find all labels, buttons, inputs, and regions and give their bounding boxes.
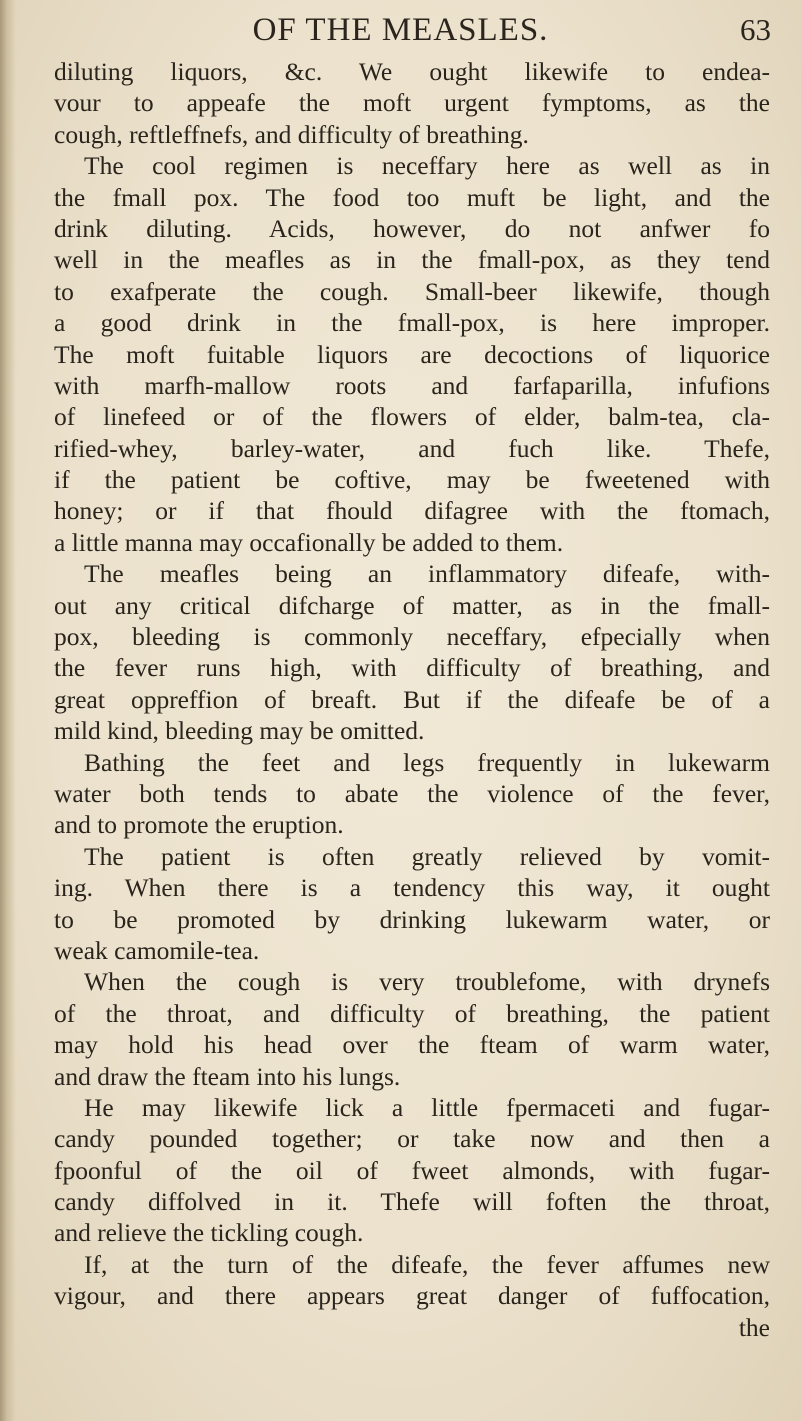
text-line: The moft fuitable liquors are decoctions of liquorice <box>54 339 770 369</box>
text-line: weak camomile-tea. <box>54 935 260 965</box>
text-line: and draw the fteam into his lungs. <box>54 1061 401 1091</box>
catchword: the <box>738 1312 770 1342</box>
text-line: candy diffolved in it. Thefe will foften the throat, <box>54 1187 770 1217</box>
text-line: great oppreffion of breaft. But if the difeafe be of a <box>54 684 770 714</box>
text-line: fpoonful of the oil of fweet almonds, with fugar- <box>54 1155 770 1185</box>
text-line: The cool regimen is neceffary here as well as in <box>84 151 770 181</box>
text-line: If, at the turn of the difeafe, the fever affumes new <box>84 1249 770 1279</box>
text-line: to exafperate the cough. Small-beer likewife, though <box>54 276 770 306</box>
text-line: honey; or if that fhould difagree with the ftomach, <box>54 496 770 526</box>
text-line: candy pounded together; or take now and then a <box>54 1124 770 1154</box>
text-line: well in the meafles as in the fmall-pox, as they tend <box>54 245 770 275</box>
text-line: pox, bleeding is commonly neceffary, efpecially when <box>54 622 770 652</box>
text-line: the fever runs high, with difficulty of breathing, and <box>54 653 770 683</box>
text-line: The patient is often greatly relieved by vomit- <box>84 841 770 871</box>
page-gutter-shadow <box>0 0 16 1421</box>
text-line: rified-whey, barley-water, and fuch like. Thefe, <box>54 433 770 463</box>
text-line: The meafles being an inflammatory difeafe, with- <box>84 559 770 589</box>
text-line: Bathing the feet and legs frequently in lukewarm <box>84 747 770 777</box>
text-line: to be promoted by drinking lukewarm water, or <box>54 904 770 934</box>
text-line: the fmall pox. The food too muft be light, and the <box>54 182 770 212</box>
text-line: and to promote the eruption. <box>54 810 344 840</box>
text-line: may hold his head over the fteam of warm water, <box>54 1030 770 1060</box>
running-head-title: OF THE MEASLES. <box>252 12 549 48</box>
text-line: vigour, and there appears great danger of fuffocation, <box>54 1281 770 1311</box>
text-line: a little manna may occafionally be added to them. <box>54 527 564 557</box>
page-number: 63 <box>740 12 771 47</box>
text-line: a good drink in the fmall-pox, is here improper. <box>54 308 770 338</box>
text-line: drink diluting. Acids, however, do not anfwer fo <box>54 213 770 243</box>
text-line: diluting liquors, &c. We ought likewife to endea- <box>54 57 770 86</box>
text-line: cough, reftleffnefs, and difficulty of breathing. <box>54 119 529 149</box>
text-line: He may likewife lick a little fpermaceti and fugar- <box>84 1092 770 1122</box>
text-line: mild kind, bleeding may be omitted. <box>54 716 425 746</box>
text-line: of the throat, and difficulty of breathing, the patient <box>54 998 770 1028</box>
text-line: out any critical difcharge of matter, as in the fmall- <box>54 590 770 620</box>
text-line: and relieve the tickling cough. <box>54 1218 364 1248</box>
text-line: of linefeed or of the flowers of elder, balm-tea, cla- <box>54 402 770 432</box>
text-line: ing. When there is a tendency this way, it ought <box>54 873 770 903</box>
text-line: with marfh-mallow roots and farfaparilla, infufions <box>54 370 770 400</box>
running-head <box>0 8 801 52</box>
text-line: water both tends to abate the violence of the fever, <box>54 778 770 808</box>
text-line: vour to appeafe the moft urgent fymptoms, as the <box>54 88 770 118</box>
body-text <box>54 56 770 1343</box>
text-line: When the cough is very troublefome, with drynefs <box>84 967 770 997</box>
text-line: if the patient be coftive, may be fweetened with <box>54 465 770 495</box>
